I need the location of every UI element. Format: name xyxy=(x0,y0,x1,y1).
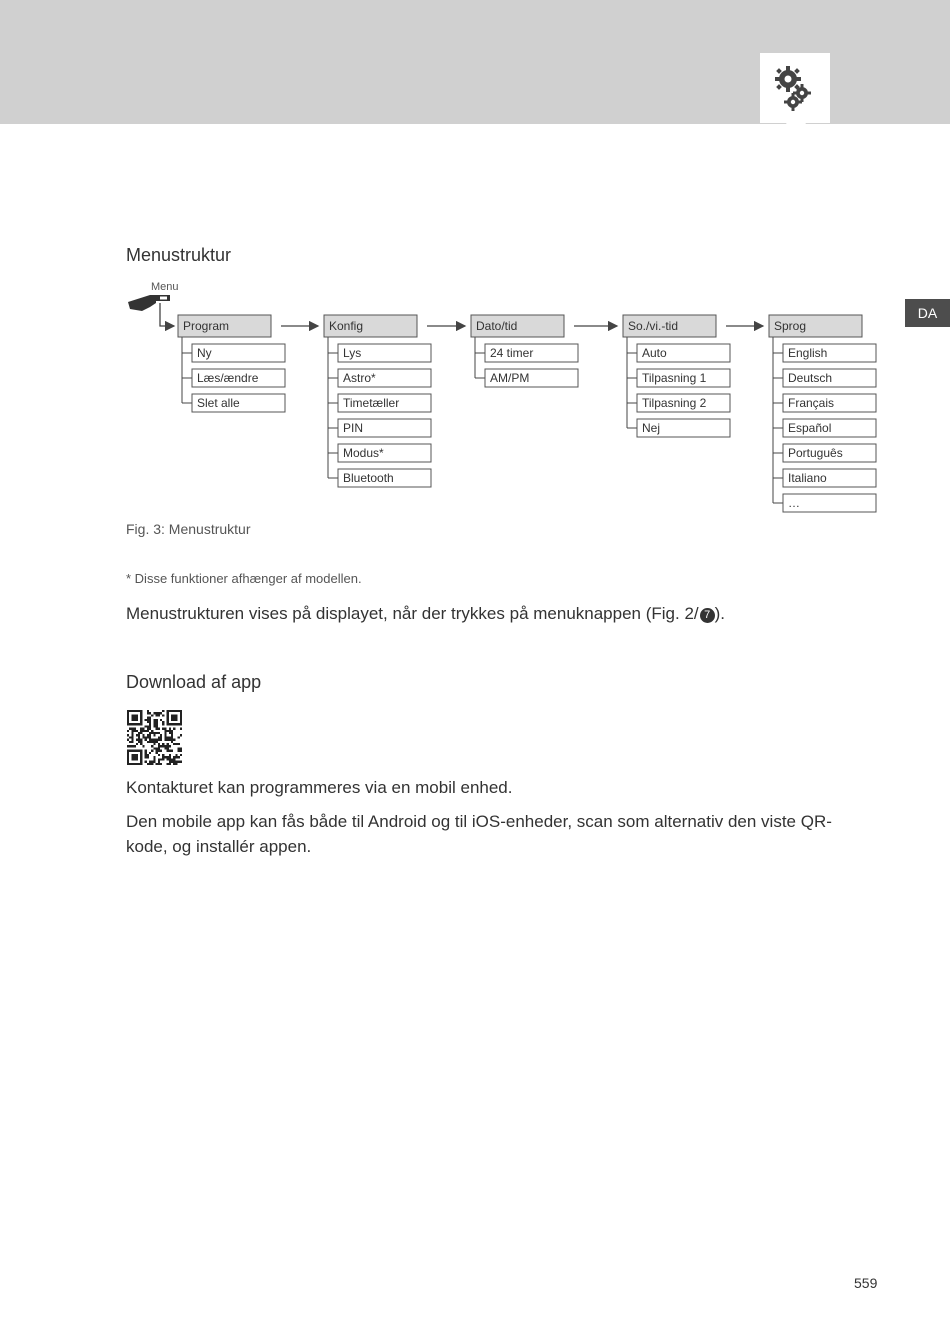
qr-module xyxy=(169,750,171,752)
qr-module xyxy=(153,747,155,749)
qr-module xyxy=(160,763,162,765)
qr-module xyxy=(156,723,158,725)
qr-module xyxy=(175,754,177,756)
qr-module xyxy=(145,725,147,727)
qr-module xyxy=(131,741,133,743)
qr-module xyxy=(175,743,177,745)
qr-module xyxy=(140,741,142,743)
qr-module xyxy=(162,714,164,716)
gears-tab-pointer xyxy=(786,123,806,139)
qr-module xyxy=(149,719,151,721)
qr-module xyxy=(169,745,171,747)
qr-module xyxy=(131,736,133,738)
qr-module xyxy=(158,714,160,716)
qr-module xyxy=(175,761,177,763)
qr-module xyxy=(167,750,169,752)
qr-module xyxy=(169,728,171,730)
qr-module xyxy=(149,725,151,727)
qr-module xyxy=(169,758,171,760)
qr-module xyxy=(140,730,142,732)
qr-module xyxy=(164,756,166,758)
qr-module xyxy=(175,756,177,758)
qr-module xyxy=(151,763,153,765)
qr-module xyxy=(156,741,158,743)
qr-module xyxy=(138,732,140,734)
qr-module xyxy=(156,732,158,734)
qr-module xyxy=(147,725,149,727)
qr-module xyxy=(160,719,162,721)
qr-module xyxy=(164,734,166,736)
qr-module xyxy=(153,756,155,758)
qr-module xyxy=(131,734,133,736)
qr-module xyxy=(178,736,180,738)
qr-module xyxy=(178,750,180,752)
qr-module xyxy=(153,721,155,723)
qr-module xyxy=(156,714,158,716)
qr-module xyxy=(145,719,147,721)
qr-module xyxy=(142,736,144,738)
qr-finder xyxy=(127,710,142,725)
qr-module xyxy=(156,752,158,754)
circled-number: 7 xyxy=(700,608,715,623)
qr-module xyxy=(158,750,160,752)
menu-label: Menu xyxy=(151,281,179,293)
qr-module xyxy=(127,734,129,736)
qr-module xyxy=(147,717,149,719)
qr-module xyxy=(162,710,164,712)
menu-item xyxy=(485,369,578,387)
qr-module xyxy=(136,734,138,736)
qr-module xyxy=(145,752,147,754)
qr-module xyxy=(173,758,175,760)
qr-module xyxy=(171,761,173,763)
qr-module xyxy=(151,730,153,732)
menu-item xyxy=(783,494,876,512)
qr-module xyxy=(156,750,158,752)
qr-module xyxy=(167,756,169,758)
qr-module xyxy=(145,750,147,752)
qr-module xyxy=(127,730,129,732)
qr-module xyxy=(134,728,136,730)
qr-module xyxy=(156,739,158,741)
menu-item xyxy=(192,344,285,362)
qr-module xyxy=(147,754,149,756)
menu-item xyxy=(783,369,876,387)
menu-header-label: Sprog xyxy=(774,319,807,333)
menu-item xyxy=(485,344,578,362)
qr-module xyxy=(129,741,131,743)
qr-module xyxy=(147,736,149,738)
menu-item xyxy=(338,344,431,362)
qr-module xyxy=(145,756,147,758)
qr-module xyxy=(153,719,155,721)
qr-module xyxy=(147,734,149,736)
qr-module xyxy=(162,758,164,760)
menu-item-label: Timetæller xyxy=(343,396,400,410)
qr-module xyxy=(147,728,149,730)
app-paragraph-1: Kontakturet kan programmeres via en mobil enhed. xyxy=(126,778,513,797)
page-number: 559 xyxy=(854,1275,878,1291)
menu-header-1 xyxy=(324,315,417,337)
qr-module xyxy=(167,745,169,747)
menu-item-label: Modus* xyxy=(343,446,384,460)
qr-module xyxy=(164,739,166,741)
qr-module xyxy=(167,758,169,760)
qr-module xyxy=(160,734,162,736)
menu-item-label: PIN xyxy=(343,421,364,435)
qr-module xyxy=(164,728,166,730)
qr-module xyxy=(149,721,151,723)
qr-module xyxy=(147,756,149,758)
qr-module xyxy=(149,732,151,734)
menu-header-3 xyxy=(623,315,716,337)
qr-module xyxy=(169,763,171,765)
menu-item-label: Lys xyxy=(343,346,362,360)
qr-module xyxy=(129,728,131,730)
qr-module xyxy=(167,763,169,765)
qr-module xyxy=(169,739,171,741)
qr-module xyxy=(162,756,164,758)
menu-description-paragraph xyxy=(126,601,886,626)
qr-module xyxy=(180,747,182,749)
figure-caption: Fig. 3: Menustruktur xyxy=(126,521,251,537)
qr-module xyxy=(158,728,160,730)
qr-module xyxy=(171,734,173,736)
qr-module xyxy=(158,743,160,745)
qr-module xyxy=(180,734,182,736)
qr-module xyxy=(140,743,142,745)
qr-module xyxy=(160,712,162,714)
menu-item-label: Español xyxy=(788,421,832,435)
qr-module xyxy=(142,734,144,736)
qr-module xyxy=(142,730,144,732)
qr-module xyxy=(131,745,133,747)
qr-module xyxy=(145,761,147,763)
menu-item-label: Português xyxy=(788,446,843,460)
qr-module xyxy=(138,734,140,736)
menu-header-0 xyxy=(178,315,271,337)
qr-module xyxy=(131,732,133,734)
qr-module xyxy=(145,730,147,732)
menu-structure-heading: Menustruktur xyxy=(126,245,232,265)
menu-item-label: Nej xyxy=(642,421,661,435)
qr-module xyxy=(180,761,182,763)
qr-module xyxy=(164,732,166,734)
qr-module xyxy=(147,710,149,712)
menu-item xyxy=(338,419,431,437)
qr-module xyxy=(151,745,153,747)
qr-module xyxy=(149,736,151,738)
qr-module xyxy=(153,741,155,743)
qr-module xyxy=(147,763,149,765)
menu-item-label: 24 timer xyxy=(490,346,534,360)
qr-module xyxy=(142,728,144,730)
menu-item-label: AM/PM xyxy=(490,371,530,385)
qr-module xyxy=(171,730,173,732)
qr-module xyxy=(140,739,142,741)
qr-module xyxy=(147,730,149,732)
qr-module xyxy=(156,719,158,721)
qr-module xyxy=(162,743,164,745)
qr-module xyxy=(180,728,182,730)
qr-module xyxy=(164,736,166,738)
qr-module xyxy=(153,732,155,734)
qr-finder xyxy=(167,710,182,725)
qr-module xyxy=(173,763,175,765)
qr-module xyxy=(169,754,171,756)
menu-item-label: Bluetooth xyxy=(343,471,394,485)
qr-module xyxy=(149,717,151,719)
qr-module xyxy=(171,732,173,734)
qr-module xyxy=(151,714,153,716)
qr-module xyxy=(158,758,160,760)
qr-module xyxy=(145,736,147,738)
qr-module xyxy=(153,723,155,725)
qr-module xyxy=(173,761,175,763)
qr-module xyxy=(153,712,155,714)
qr-module xyxy=(156,728,158,730)
menu-item xyxy=(637,419,730,437)
menu-item-label: Læs/ændre xyxy=(197,371,259,385)
qr-module xyxy=(134,730,136,732)
qr-module xyxy=(140,732,142,734)
qr-module xyxy=(160,736,162,738)
menu-item-label: English xyxy=(788,346,828,360)
qr-module xyxy=(149,723,151,725)
qr-module xyxy=(149,752,151,754)
qr-module xyxy=(158,745,160,747)
qr-module xyxy=(178,743,180,745)
paragraph-text-before: Menustrukturen vises på displayet, når der trykkes på menuknappen (Fig. 2/ xyxy=(126,604,699,623)
qr-module xyxy=(160,739,162,741)
qr-module xyxy=(158,761,160,763)
qr-module xyxy=(171,750,173,752)
qr-module xyxy=(173,756,175,758)
gears-tab xyxy=(760,53,830,123)
qr-module xyxy=(151,739,153,741)
menu-item-label: Auto xyxy=(642,346,667,360)
menu-item xyxy=(783,444,876,462)
qr-module xyxy=(147,741,149,743)
menu-header-4 xyxy=(769,315,862,337)
qr-module xyxy=(149,734,151,736)
qr-module xyxy=(178,747,180,749)
qr-module xyxy=(131,739,133,741)
qr-module xyxy=(149,761,151,763)
qr-code-icon[interactable] xyxy=(127,710,182,765)
menu-item xyxy=(192,394,285,412)
qr-module xyxy=(164,747,166,749)
qr-module xyxy=(171,739,173,741)
qr-module xyxy=(169,732,171,734)
qr-module xyxy=(173,728,175,730)
qr-module xyxy=(153,734,155,736)
qr-module xyxy=(162,754,164,756)
qr-module xyxy=(147,712,149,714)
qr-module xyxy=(156,721,158,723)
qr-module xyxy=(158,736,160,738)
qr-module xyxy=(147,719,149,721)
qr-module xyxy=(178,761,180,763)
qr-module xyxy=(145,754,147,756)
qr-module xyxy=(131,728,133,730)
qr-module xyxy=(149,728,151,730)
qr-module xyxy=(149,739,151,741)
qr-module xyxy=(138,741,140,743)
menu-item xyxy=(637,394,730,412)
qr-module xyxy=(164,745,166,747)
qr-module xyxy=(171,758,173,760)
qr-module xyxy=(162,728,164,730)
qr-module xyxy=(149,763,151,765)
qr-module xyxy=(162,723,164,725)
footnote: * Disse funktioner afhænger af modellen. xyxy=(126,571,362,586)
download-app-heading: Download af app xyxy=(126,672,262,692)
qr-module xyxy=(180,750,182,752)
qr-module xyxy=(160,750,162,752)
qr-module xyxy=(171,741,173,743)
qr-module xyxy=(167,736,169,738)
menu-header-label: So./vi.-tid xyxy=(628,319,679,333)
qr-module xyxy=(156,747,158,749)
menu-item-label: Astro* xyxy=(343,371,376,385)
qr-module xyxy=(167,743,169,745)
menu-item xyxy=(637,369,730,387)
qr-module xyxy=(156,725,158,727)
menu-item xyxy=(192,369,285,387)
qr-module xyxy=(153,743,155,745)
menu-connector xyxy=(160,303,174,326)
qr-module xyxy=(167,730,169,732)
qr-module xyxy=(153,725,155,727)
qr-module xyxy=(164,730,166,732)
qr-module xyxy=(158,712,160,714)
qr-module xyxy=(156,763,158,765)
menu-structure-diagram xyxy=(120,275,890,525)
pointing-hand-icon xyxy=(128,295,170,311)
qr-module xyxy=(147,721,149,723)
menu-item xyxy=(338,469,431,487)
qr-module xyxy=(162,745,164,747)
menu-header-label: Program xyxy=(183,319,230,333)
qr-module xyxy=(178,756,180,758)
menu-item-label: Slet alle xyxy=(197,396,240,410)
gears-icon xyxy=(768,61,824,117)
menu-item-label: Deutsch xyxy=(788,371,833,385)
qr-module xyxy=(149,741,151,743)
qr-module xyxy=(129,736,131,738)
qr-module xyxy=(173,739,175,741)
menu-item-label: Italiano xyxy=(788,471,827,485)
qr-module xyxy=(129,745,131,747)
qr-module xyxy=(169,730,171,732)
qr-module xyxy=(169,756,171,758)
menu-item xyxy=(783,469,876,487)
menu-item-label: Tilpasning 2 xyxy=(642,396,707,410)
qr-finder xyxy=(127,750,142,765)
qr-module xyxy=(169,736,171,738)
menu-item xyxy=(783,344,876,362)
qr-module xyxy=(167,739,169,741)
qr-module xyxy=(156,712,158,714)
qr-module xyxy=(136,743,138,745)
menu-item-label: … xyxy=(788,496,800,510)
app-paragraph-2: Den mobile app kan fås både til Android og til iOS-enheder, scan som alternativ den viste QR-kode, og installér appen. xyxy=(126,812,832,856)
qr-module xyxy=(127,739,129,741)
qr-module xyxy=(145,739,147,741)
qr-module xyxy=(158,747,160,749)
menu-item xyxy=(338,369,431,387)
qr-module xyxy=(151,761,153,763)
qr-module xyxy=(138,739,140,741)
paragraph-text-after: ). xyxy=(714,604,726,623)
qr-module xyxy=(140,728,142,730)
qr-module xyxy=(180,754,182,756)
language-tab: DA xyxy=(905,299,950,327)
qr-module xyxy=(151,750,153,752)
qr-module xyxy=(175,763,177,765)
menu-item-label: Ny xyxy=(197,346,212,360)
qr-module xyxy=(136,739,138,741)
qr-module xyxy=(158,763,160,765)
qr-module xyxy=(153,758,155,760)
qr-module xyxy=(158,739,160,741)
menu-header-2 xyxy=(471,315,564,337)
qr-module xyxy=(153,761,155,763)
qr-module xyxy=(153,739,155,741)
qr-module xyxy=(160,758,162,760)
qr-module xyxy=(169,761,171,763)
qr-module xyxy=(136,730,138,732)
qr-module xyxy=(151,741,153,743)
qr-module xyxy=(149,712,151,714)
qr-module xyxy=(134,745,136,747)
menu-item xyxy=(338,444,431,462)
menu-header-label: Dato/tid xyxy=(476,319,518,333)
menu-item-label: Français xyxy=(788,396,835,410)
qr-module xyxy=(173,743,175,745)
qr-module xyxy=(151,732,153,734)
menu-item xyxy=(783,394,876,412)
menu-item xyxy=(783,419,876,437)
qr-module xyxy=(167,747,169,749)
qr-module xyxy=(127,745,129,747)
menu-header-label: Konfig xyxy=(329,319,364,333)
qr-module xyxy=(171,736,173,738)
qr-module xyxy=(158,754,160,756)
qr-module xyxy=(138,736,140,738)
qr-module xyxy=(162,721,164,723)
menu-item xyxy=(637,344,730,362)
qr-module xyxy=(142,745,144,747)
qr-module xyxy=(160,745,162,747)
qr-module xyxy=(158,732,160,734)
qr-module xyxy=(131,730,133,732)
menu-item xyxy=(338,394,431,412)
menu-item-label: Tilpasning 1 xyxy=(642,371,707,385)
